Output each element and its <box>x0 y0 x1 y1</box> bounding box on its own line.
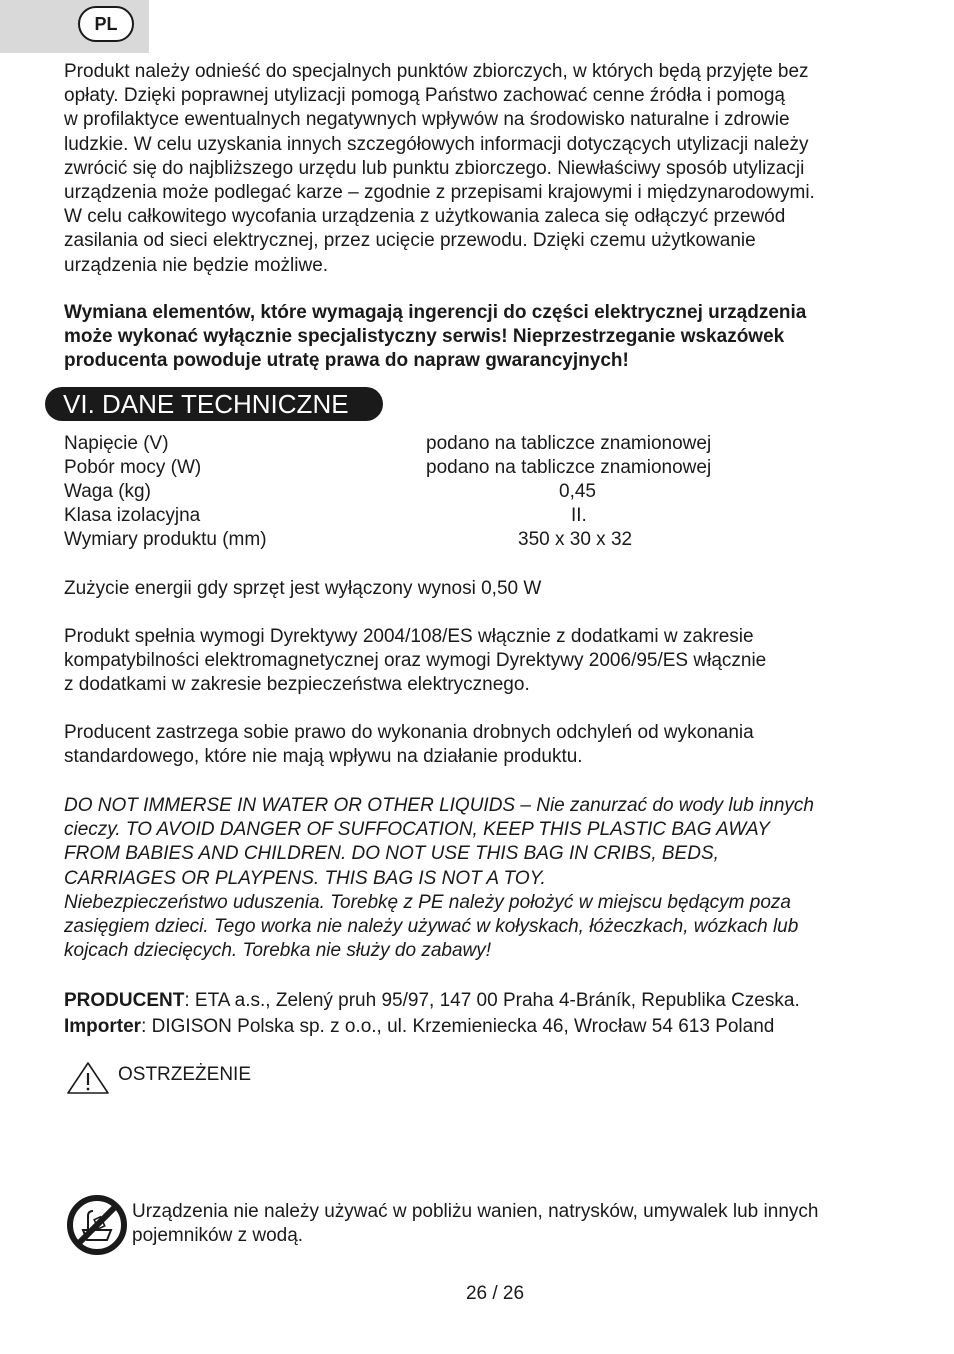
spec-label: Klasa izolacyjna <box>64 505 201 526</box>
warning-label: OSTRZEŻENIE <box>118 1064 252 1085</box>
spec-value: podano na tabliczce znamionowej <box>426 433 712 454</box>
water-warning-text <box>132 1200 912 1248</box>
text-line: w profilaktyce ewentualnych negatywnych wpływów na środowisko naturalne i zdrowie <box>64 109 790 131</box>
contact-info <box>64 988 894 1040</box>
language-badge: PL <box>78 6 134 42</box>
spec-value: podano na tabliczce znamionowej <box>426 457 712 478</box>
spec-label: Wymiary produktu (mm) <box>64 529 267 550</box>
spec-label: Pobór mocy (W) <box>64 457 202 478</box>
spec-row <box>64 480 894 504</box>
text-line: Produkt spełnia wymogi Dyrektywy 2004/108/ES włącznie z dodatkami w zakresie <box>64 626 754 647</box>
deviation-paragraph <box>64 721 894 769</box>
spec-label: Napięcie (V) <box>64 433 169 454</box>
text-line: zasięgiem dzieci. Tego worka nie należy używać w kołyskach, łóżeczkach, wózkach lub <box>64 916 799 938</box>
text-line: W celu całkowitego wycofania urządzenia z użytkowania zaleca się odłączyć przewód <box>64 206 786 228</box>
importer-label: Importer <box>64 1016 142 1037</box>
text-line: Wymiana elementów, które wymagają ingerencji do części elektrycznej urządzenia <box>64 302 807 323</box>
text-line: producenta powoduje utratę prawa do napraw gwarancyjnych! <box>64 350 629 372</box>
spec-row <box>64 504 894 528</box>
text-line: z dodatkami w zakresie bezpieczeństwa elektrycznego. <box>64 674 530 696</box>
text-line: urządzenia nie będzie możliwe. <box>64 254 329 276</box>
no-bathtub-icon <box>66 1194 128 1256</box>
spec-label: Waga (kg) <box>64 481 151 502</box>
warning-triangle-icon <box>66 1061 110 1095</box>
section-heading: VI. DANE TECHNICZNE <box>45 387 383 421</box>
text-line: kompatybilności elektromagnetycznej oraz wymogi Dyrektywy 2006/95/ES włącznie <box>64 650 767 672</box>
text-line: cieczy. TO AVOID DANGER OF SUFFOCATION, KEEP THIS PLASTIC BAG AWAY <box>64 819 770 841</box>
text-line: Produkt należy odnieść do specjalnych punktów zbiorczych, w których będą przyjęte bez <box>64 61 809 82</box>
importer-text: : DIGISON Polska sp. z o.o., ul. Krzemieniecka 46, Wrocław 54 613 Poland <box>141 1016 775 1037</box>
text-line: Producent zastrzega sobie prawo do wykonania drobnych odchyleń od wykonania <box>64 722 754 743</box>
spec-row <box>64 432 894 456</box>
page-number: 26 / 26 <box>465 1283 525 1304</box>
producer-line <box>64 988 894 1014</box>
service-warning-paragraph <box>64 301 894 374</box>
spec-row <box>64 456 894 480</box>
text-line: urządzenia może podlegać karze – zgodnie z przepisami krajowymi i międzynarodowymi. <box>64 182 815 204</box>
text-line: może wykonać wyłącznie specjalistyczny serwis! Nieprzestrzeganie wskazówek <box>64 326 785 348</box>
text-line: DO NOT IMMERSE IN WATER OR OTHER LIQUIDS – Nie zanurzać do wody lub innych <box>64 795 814 816</box>
text-line: Zużycie energii gdy sprzęt jest wyłączony wynosi 0,50 W <box>64 578 542 599</box>
language-tab <box>0 0 149 53</box>
spec-row <box>64 528 894 552</box>
compliance-paragraph <box>64 625 894 698</box>
text-line: zasilania od sieci elektrycznej, przez ucięcie przewodu. Dzięki czemu użytkowanie <box>64 230 756 252</box>
producer-text: : ETA a.s., Zelený pruh 95/97, 147 00 Praha 4-Bráník, Republika Czeska. <box>184 990 800 1011</box>
spec-value: 0,45 <box>559 481 596 502</box>
text-line: Niebezpieczeństwo uduszenia. Torebkę z PE należy położyć w miejscu będącym poza <box>64 891 791 913</box>
plastic-bag-warning <box>64 794 894 963</box>
standby-power-text <box>64 577 894 601</box>
text-line: standardowego, które nie mają wpływu na działanie produktu. <box>64 746 583 768</box>
text-line: Urządzenia nie należy używać w pobliżu wanien, natrysków, umywalek lub innych <box>132 1201 819 1222</box>
text-line: kojcach dziecięcych. Torebka nie służy do zabawy! <box>64 940 492 962</box>
text-line: ludzkie. W celu uzyskania innych szczegółowych informacji dotyczących utylizacji należy <box>64 133 809 155</box>
text-line: opłaty. Dzięki poprawnej utylizacji pomogą Państwo zachować cenne źródła i pomogą <box>64 85 785 107</box>
text-line: FROM BABIES AND CHILDREN. DO NOT USE THIS BAG IN CRIBS, BEDS, <box>64 843 719 865</box>
spec-value: II. <box>571 505 587 526</box>
importer-line <box>64 1014 894 1040</box>
text-line: CARRIAGES OR PLAYPENS. THIS BAG IS NOT A TOY. <box>64 867 546 889</box>
producer-label: PRODUCENT <box>64 990 185 1011</box>
disposal-paragraph <box>64 60 894 278</box>
text-line: pojemników z wodą. <box>132 1225 304 1247</box>
spec-value: 350 x 30 x 32 <box>518 529 633 550</box>
text-line: zwrócić się do najbliższego urzędu lub punktu zbiorczego. Niewłaściwy sposób utylizacji <box>64 157 805 179</box>
